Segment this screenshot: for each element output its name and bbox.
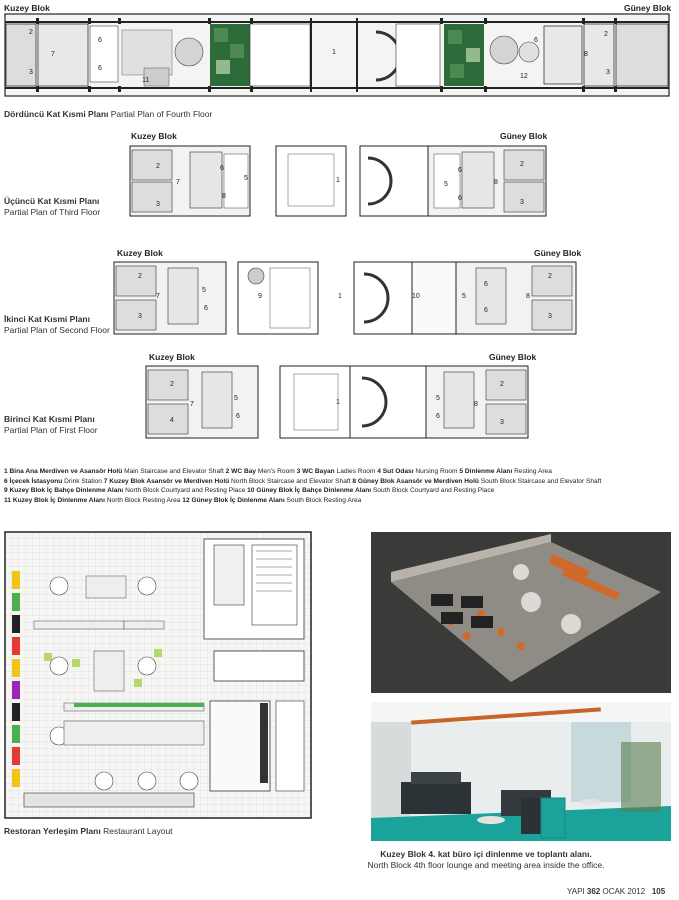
plan-num-5b: 5 bbox=[436, 395, 440, 402]
plan-num-8b: 8 bbox=[494, 179, 498, 186]
plan-num-6: 6 bbox=[220, 165, 224, 172]
fourth-north-label: Kuzey Blok bbox=[4, 3, 50, 13]
fourth-title-tr: Dördüncü Kat Kısmi Planı bbox=[4, 109, 109, 119]
footer-magazine: YAPI bbox=[567, 887, 585, 896]
plan-num-3: 3 bbox=[138, 313, 142, 320]
legend-line-3: 9 Kuzey Blok İç Bahçe Dinlenme Alanı North Block Courtyard and Resting Place 10 Güney Blok İç Bahçe Dinlenme Alanı South Block Courtyard and Resting Place bbox=[4, 487, 495, 495]
second-floor-caption bbox=[4, 314, 110, 336]
plan-num-1: 1 bbox=[336, 399, 340, 406]
second-south-label: Güney Blok bbox=[534, 248, 582, 258]
plan-num-2: 2 bbox=[29, 29, 33, 36]
plan-num-3b: 3 bbox=[500, 419, 504, 426]
plan-num-1: 1 bbox=[332, 49, 336, 56]
third-south-label: Güney Blok bbox=[500, 131, 548, 141]
first-north-label: Kuzey Blok bbox=[149, 352, 195, 362]
third-floor-plan bbox=[128, 142, 548, 220]
plan-num-7: 7 bbox=[190, 401, 194, 408]
plan-num-2: 2 bbox=[138, 273, 142, 280]
plan-num-5: 5 bbox=[234, 395, 238, 402]
plan-num-7: 7 bbox=[51, 51, 55, 58]
first-title-tr: Birinci Kat Kısmi Planı bbox=[4, 414, 95, 424]
plan-num-2: 2 bbox=[170, 381, 174, 388]
plan-num-8: 8 bbox=[474, 401, 478, 408]
plan-num-6b: 6 bbox=[436, 413, 440, 420]
lounge-photo bbox=[371, 702, 671, 841]
fourth-floor-caption bbox=[4, 109, 212, 119]
plan-num-1: 1 bbox=[336, 177, 340, 184]
plan-num-8: 8 bbox=[222, 193, 226, 200]
plan-num-6: 6 bbox=[98, 37, 102, 44]
plan-num-12: 12 bbox=[520, 73, 528, 80]
plan-legend bbox=[4, 467, 664, 505]
plan-num-5: 5 bbox=[244, 175, 248, 182]
plan-num-7: 7 bbox=[156, 293, 160, 300]
photo-caption-en: North Block 4th floor lounge and meeting area inside the office. bbox=[367, 860, 605, 870]
third-title-en: Partial Plan of Third Floor bbox=[4, 207, 101, 217]
first-south-label: Güney Blok bbox=[489, 352, 537, 362]
footer-date: OCAK 2012 bbox=[602, 887, 646, 896]
plan-num-10: 10 bbox=[412, 293, 420, 300]
restaurant-title-tr: Restoran Yerleşim Planı bbox=[4, 826, 101, 836]
second-north-label: Kuzey Blok bbox=[117, 248, 163, 258]
plan-num-3b: 3 bbox=[548, 313, 552, 320]
fourth-south-label: Güney Blok bbox=[624, 3, 672, 13]
fourth-floor-plan bbox=[4, 12, 670, 98]
plan-num-3b: 3 bbox=[520, 199, 524, 206]
plan-num-8: 8 bbox=[584, 51, 588, 58]
plan-num-3: 3 bbox=[29, 69, 33, 76]
first-floor-plan bbox=[144, 362, 530, 442]
third-title-tr: Üçüncü Kat Kısmi Planı bbox=[4, 196, 100, 206]
page-footer bbox=[567, 887, 665, 896]
fourth-title-en: Partial Plan of Fourth Floor bbox=[110, 109, 213, 119]
plan-num-6c: 6 bbox=[458, 195, 462, 202]
plan-num-6c: 6 bbox=[534, 37, 538, 44]
plan-num-2b: 2 bbox=[500, 381, 504, 388]
legend-line-1: 1 Bina Ana Merdiven ve Asansör Holü Main Staircase and Elevator Shaft 2 WC Bay Men's Room 3 WC Bayan Ladies Room 4 Sut Odası Nursing Room 5 Dinlenme Alanı Resting Area bbox=[4, 468, 552, 475]
footer-page-number: 105 bbox=[651, 887, 666, 896]
plan-num-6b: 6 bbox=[458, 167, 462, 174]
plan-num-6: 6 bbox=[204, 305, 208, 312]
plan-num-2b: 2 bbox=[520, 161, 524, 168]
second-title-en: Partial Plan of Second Floor bbox=[4, 325, 110, 335]
plan-num-1: 1 bbox=[338, 293, 342, 300]
plan-num-3: 3 bbox=[156, 201, 160, 208]
restaurant-layout-plan bbox=[4, 531, 312, 819]
plan-num-6b: 6 bbox=[98, 65, 102, 72]
first-floor-caption bbox=[4, 414, 98, 436]
plan-num-11: 11 bbox=[142, 77, 150, 84]
footer-issue: 362 bbox=[586, 887, 601, 896]
photo-caption-block bbox=[300, 849, 672, 871]
plan-num-2b: 2 bbox=[604, 31, 608, 38]
second-title-tr: İkinci Kat Kısmi Planı bbox=[4, 314, 90, 324]
plan-num-3b: 3 bbox=[606, 69, 610, 76]
plan-num-6b: 6 bbox=[484, 281, 488, 288]
restaurant-caption bbox=[4, 826, 173, 836]
photo-caption-tr: Kuzey Blok 4. kat büro içi dinlenme ve toplantı alanı. bbox=[380, 849, 592, 859]
plan-num-2: 2 bbox=[156, 163, 160, 170]
plan-num-6c: 6 bbox=[484, 307, 488, 314]
plan-num-8: 8 bbox=[526, 293, 530, 300]
plan-num-7: 7 bbox=[176, 179, 180, 186]
plan-num-6: 6 bbox=[236, 413, 240, 420]
plan-num-4: 4 bbox=[170, 417, 174, 424]
first-title-en: Partial Plan of First Floor bbox=[4, 425, 98, 435]
second-floor-plan bbox=[112, 258, 578, 338]
restaurant-title-en: Restaurant Layout bbox=[103, 826, 173, 836]
render-3d-layout bbox=[371, 532, 671, 693]
plan-num-9: 9 bbox=[258, 293, 262, 300]
plan-num-5b: 5 bbox=[444, 181, 448, 188]
plan-num-2b: 2 bbox=[548, 273, 552, 280]
plan-num-5: 5 bbox=[202, 287, 206, 294]
legend-line-2: 6 İçecek İstasyonu Drink Station 7 Kuzey Blok Asansör ve Merdiven Holü North Block Staircase and Elevator Shaft 8 Güney Blok Asansör ve Merdiven Holü South Block Staircase and Elevator Shaft bbox=[4, 477, 602, 485]
third-north-label: Kuzey Blok bbox=[131, 131, 177, 141]
plan-num-5b: 5 bbox=[462, 293, 466, 300]
legend-line-4: 11 Kuzey Blok İç Dinlenme Alanı North Block Resting Area 12 Güney Blok İç Dinlenme Alanı South Block Resting Area bbox=[4, 496, 362, 504]
third-floor-caption bbox=[4, 196, 100, 218]
